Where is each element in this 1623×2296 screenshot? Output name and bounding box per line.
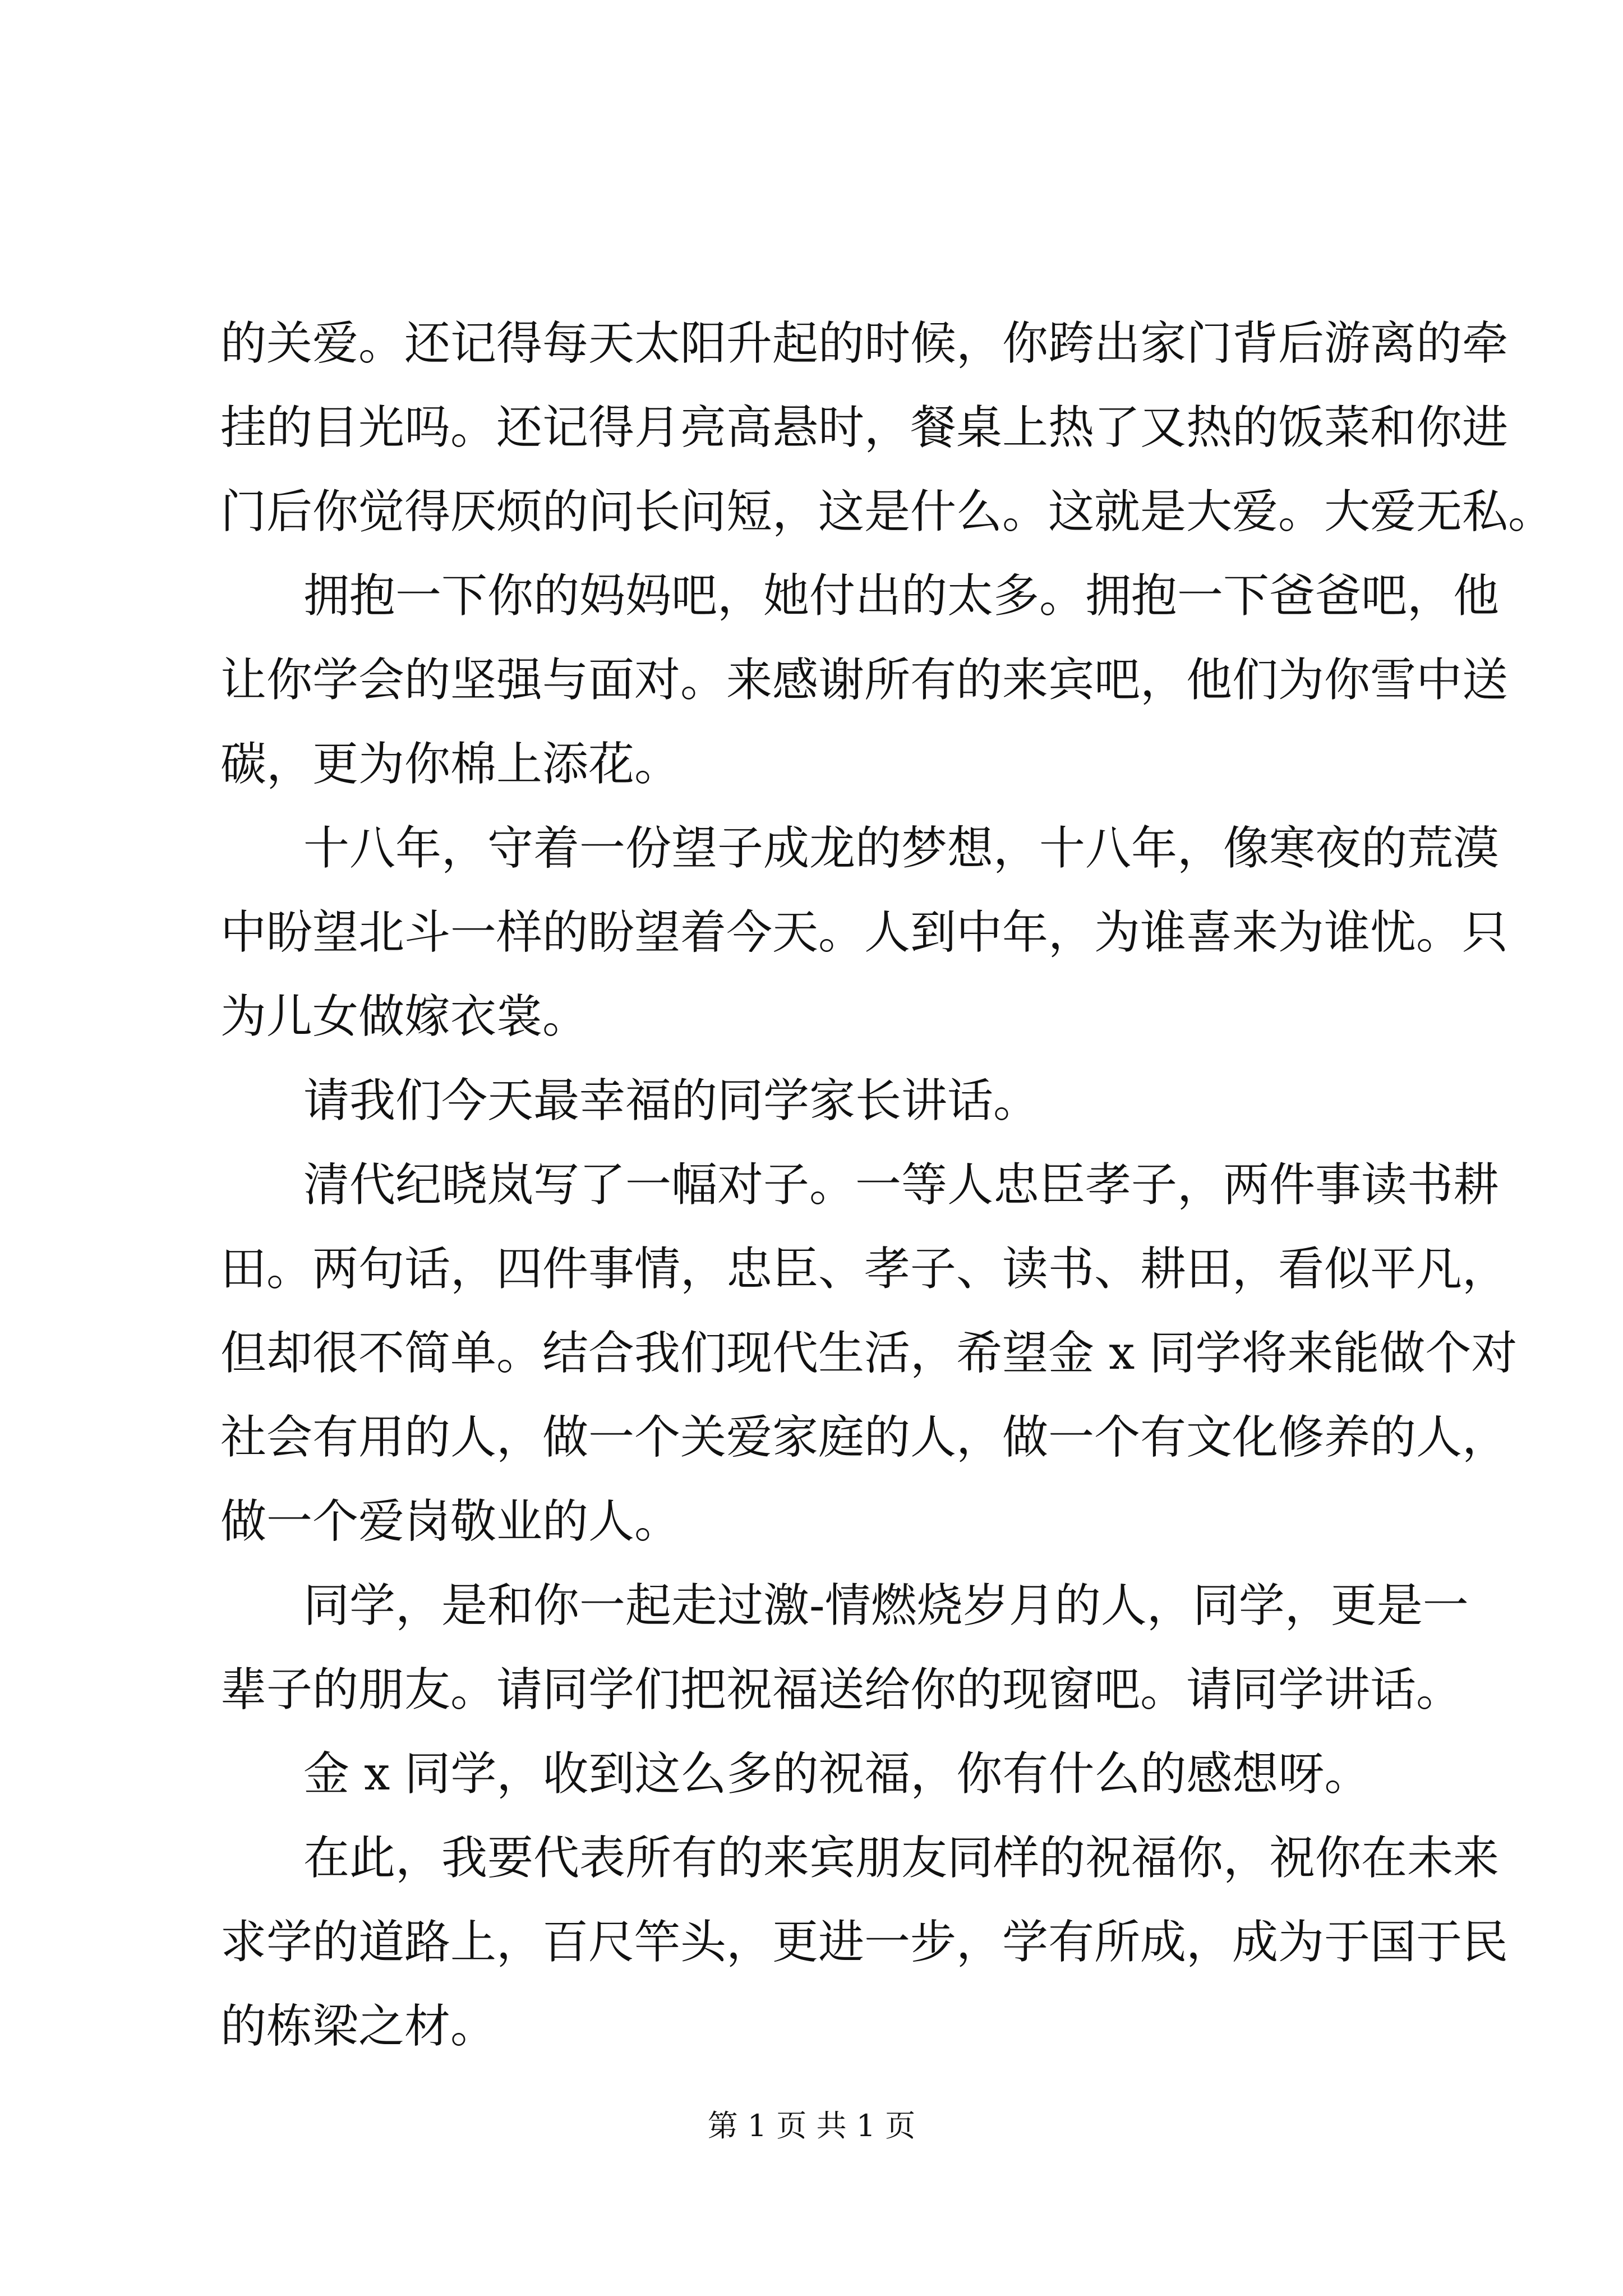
- text-line: 做一个爱岗敬业的人。: [220, 1495, 681, 1548]
- paragraph-start-line: 金 x 同学，收到这么多的祝福，你有什么的感想呀。: [303, 1747, 1371, 1801]
- text-line: 碳，更为你棉上添花。: [220, 738, 681, 791]
- text-line: 挂的目光吗。还记得月亮高悬时，餐桌上热了又热的饭菜和你进: [220, 401, 1509, 454]
- text-line: 辈子的朋友。请同学们把祝福送给你的现窗吧。请同学讲话。: [220, 1663, 1463, 1717]
- paragraph-start-line: 清代纪晓岚写了一幅对子。一等人忠臣孝子，两件事读书耕: [303, 1158, 1500, 1212]
- text-line: 的栋梁之材。: [220, 2000, 497, 2053]
- text-line: 让你学会的坚强与面对。来感谢所有的来宾吧，他们为你雪中送: [220, 654, 1509, 707]
- text-line: 田。两句话，四件事情，忠臣、孝子、读书、耕田，看似平凡，: [220, 1243, 1509, 1296]
- text-line: 社会有用的人，做一个关爱家庭的人，做一个有文化修养的人，: [220, 1411, 1509, 1464]
- paragraph-start-line: 拥抱一下你的妈妈吧，她付出的太多。拥抱一下爸爸吧，他: [303, 569, 1500, 623]
- page-footer: [0, 2104, 1623, 2148]
- text-line: 中盼望北斗一样的盼望着今天。人到中年，为谁喜来为谁忧。只: [220, 906, 1509, 959]
- text-line: 但却很不简单。结合我们现代生活，希望金 x 同学将来能做个对: [220, 1327, 1518, 1380]
- text-line: 门后你觉得厌烦的问长问短，这是什么。这就是大爱。大爱无私。: [220, 485, 1555, 539]
- text-line: 求学的道路上，百尺竿头，更进一步，学有所成，成为于国于民: [220, 1916, 1509, 1969]
- paragraph-start-line: 同学，是和你一起走过激-情燃烧岁月的人，同学，更是一: [303, 1579, 1469, 1632]
- paragraph-start-line: 请我们今天最幸福的同学家长讲话。: [303, 1074, 1040, 1128]
- page-indicator: 第 1 页 共 1 页: [707, 2108, 916, 2143]
- text-line: 为儿女做嫁衣裳。: [220, 990, 589, 1043]
- paragraph-start-line: 在此，我要代表所有的来宾朋友同样的祝福你，祝你在未来: [303, 1832, 1500, 1885]
- text-line: 的关爱。还记得每天太阳升起的时候，你跨出家门背后游离的牵: [220, 317, 1509, 370]
- paragraph-start-line: 十八年，守着一份望子成龙的梦想，十八年，像寒夜的荒漠: [303, 822, 1500, 875]
